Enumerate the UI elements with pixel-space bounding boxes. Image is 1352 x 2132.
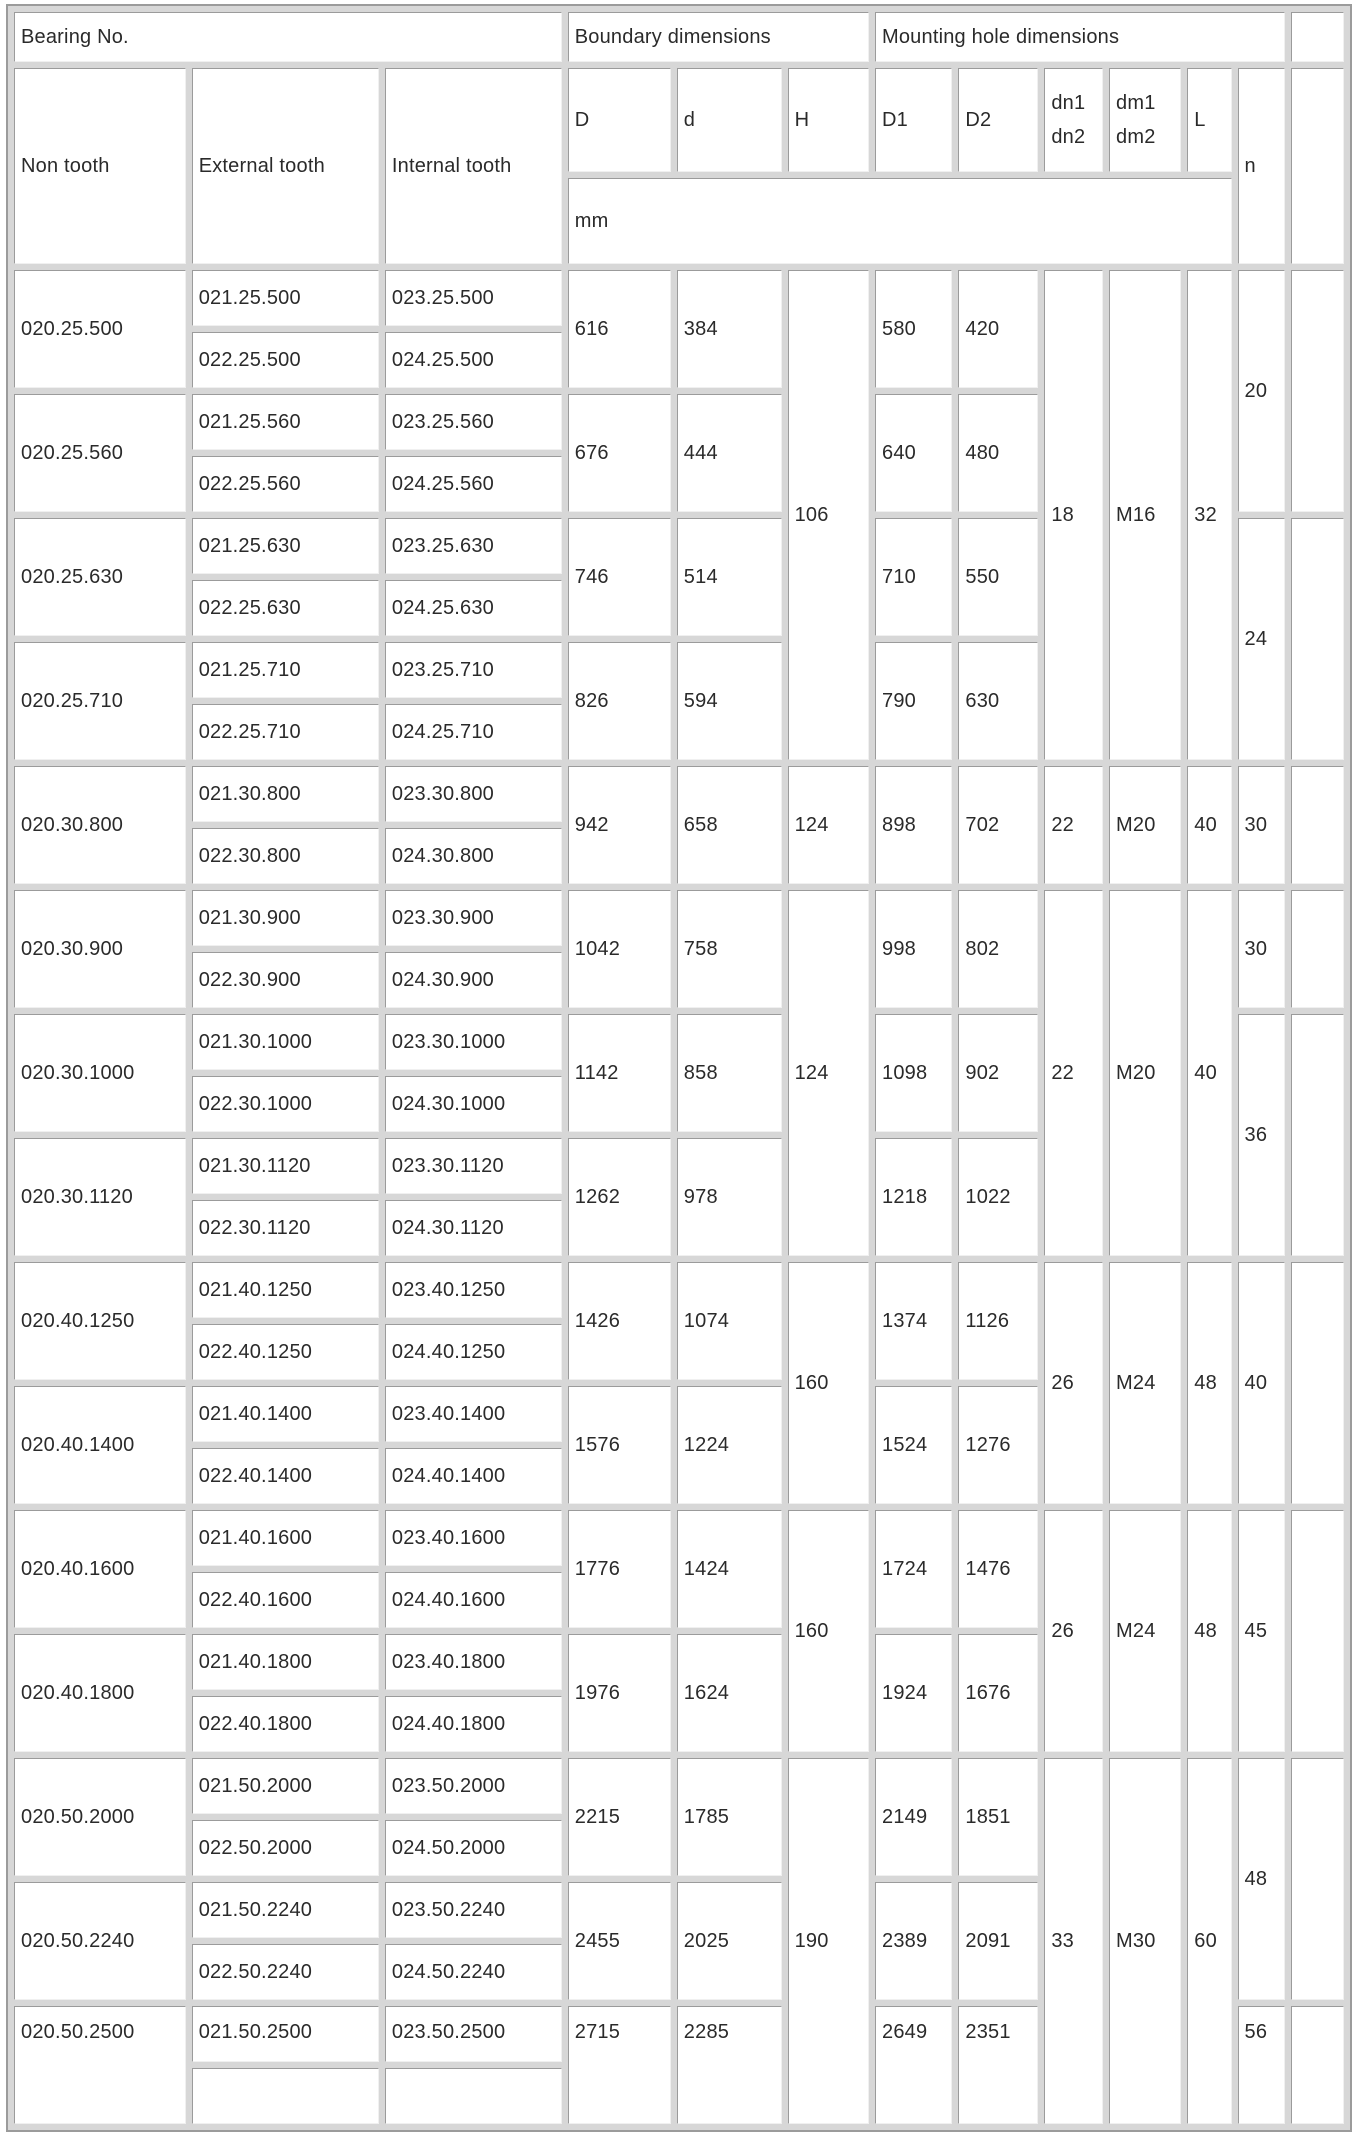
cell-internal-tooth: 023.30.1000: [385, 1014, 562, 1070]
cell-external-tooth: 021.30.1120: [192, 1138, 379, 1194]
cell-d: 594: [677, 642, 782, 760]
header-dn1-dn2: [1044, 68, 1103, 172]
cell-extra-cutoff: [1291, 1758, 1344, 2000]
cell-external-tooth: [192, 2068, 379, 2124]
cell-D1: 998: [875, 890, 952, 1008]
header-dm1-line: dm1: [1116, 92, 1156, 114]
cell-external-tooth: 021.30.900: [192, 890, 379, 946]
cell-dm: M20: [1109, 890, 1181, 1256]
cell-internal-tooth: 024.30.1120: [385, 1200, 562, 1256]
cell-D: 2455: [568, 1882, 671, 2000]
cell-D: 942: [568, 766, 671, 884]
cell-external-tooth: 022.50.2240: [192, 1944, 379, 2000]
cell-D: 1042: [568, 890, 671, 1008]
cell-dn: 18: [1044, 270, 1103, 760]
cell-dm: M20: [1109, 766, 1181, 884]
cell-L: 40: [1187, 766, 1231, 884]
cell-external-tooth: 022.30.1000: [192, 1076, 379, 1132]
cell-D: 1776: [568, 1510, 671, 1628]
cell-D2: 420: [958, 270, 1038, 388]
cell-internal-tooth: 023.30.1120: [385, 1138, 562, 1194]
cell-non-tooth: 020.40.1400: [14, 1386, 186, 1504]
cell-D: 1976: [568, 1634, 671, 1752]
cell-external-tooth: 021.30.800: [192, 766, 379, 822]
cell-non-tooth: 020.25.630: [14, 518, 186, 636]
cell-non-tooth: 020.25.560: [14, 394, 186, 512]
header-mounting-hole-dimensions: Mounting hole dimensions: [875, 12, 1285, 62]
cell-internal-tooth: 024.25.630: [385, 580, 562, 636]
cell-L: 48: [1187, 1262, 1231, 1504]
cell-H: 160: [788, 1262, 869, 1504]
cell-internal-tooth: 024.50.2000: [385, 1820, 562, 1876]
cell-H: 106: [788, 270, 869, 760]
cell-n: 30: [1238, 890, 1286, 1008]
cell-extra-cutoff: [1291, 766, 1344, 884]
cell-external-tooth: 021.40.1400: [192, 1386, 379, 1442]
cell-d: 1224: [677, 1386, 782, 1504]
cell-non-tooth: 020.30.1120: [14, 1138, 186, 1256]
cell-H: 190: [788, 1758, 869, 2124]
cell-L: 40: [1187, 890, 1231, 1256]
cell-dm: M24: [1109, 1510, 1181, 1752]
cell-d: 384: [677, 270, 782, 388]
cell-internal-tooth: 024.30.900: [385, 952, 562, 1008]
header-L: L: [1187, 68, 1231, 172]
cell-d: 1785: [677, 1758, 782, 1876]
header-external-tooth: External tooth: [192, 68, 379, 264]
cell-D2: 1022: [958, 1138, 1038, 1256]
cell-L: 32: [1187, 270, 1231, 760]
cell-D2: 1676: [958, 1634, 1038, 1752]
cell-d: 514: [677, 518, 782, 636]
cell-internal-tooth: 023.25.710: [385, 642, 562, 698]
cell-n: 24: [1238, 518, 1286, 760]
cell-n: 40: [1238, 1262, 1286, 1504]
header-extra-cutoff: [1291, 12, 1344, 62]
cell-external-tooth: 022.30.1120: [192, 1200, 379, 1256]
cell-external-tooth: 021.25.630: [192, 518, 379, 574]
cell-internal-tooth: [385, 2068, 562, 2124]
header-D: D: [568, 68, 671, 172]
cell-external-tooth: 021.40.1800: [192, 1634, 379, 1690]
cell-external-tooth: 022.40.1800: [192, 1696, 379, 1752]
cell-D2: 550: [958, 518, 1038, 636]
cell-non-tooth: 020.40.1800: [14, 1634, 186, 1752]
cell-D2: 1851: [958, 1758, 1038, 1876]
cell-H: 124: [788, 890, 869, 1256]
cell-internal-tooth: 023.50.2240: [385, 1882, 562, 1938]
cell-D2: 802: [958, 890, 1038, 1008]
cell-internal-tooth: 024.40.1400: [385, 1448, 562, 1504]
cell-external-tooth: 021.50.2500: [192, 2006, 379, 2062]
cell-internal-tooth: 024.40.1600: [385, 1572, 562, 1628]
cell-external-tooth: 022.30.800: [192, 828, 379, 884]
cell-external-tooth: 022.25.500: [192, 332, 379, 388]
cell-D1: 580: [875, 270, 952, 388]
cell-D: 1426: [568, 1262, 671, 1380]
cell-d: 2025: [677, 1882, 782, 2000]
cell-non-tooth: 020.50.2500: [14, 2006, 186, 2124]
cell-D1: 710: [875, 518, 952, 636]
cell-n: 30: [1238, 766, 1286, 884]
cell-external-tooth: 021.50.2000: [192, 1758, 379, 1814]
cell-external-tooth: 021.40.1600: [192, 1510, 379, 1566]
cell-D: 1262: [568, 1138, 671, 1256]
cell-extra-cutoff: [1291, 1510, 1344, 1752]
cell-D2: 2351: [958, 2006, 1038, 2124]
table-body: [14, 270, 1344, 2124]
header-non-tooth: Non tooth: [14, 68, 186, 264]
cell-d: 444: [677, 394, 782, 512]
cell-internal-tooth: 023.30.900: [385, 890, 562, 946]
cell-external-tooth: 021.25.560: [192, 394, 379, 450]
cell-dn: 22: [1044, 766, 1103, 884]
cell-extra-cutoff: [1291, 2006, 1344, 2124]
cell-D1: 1724: [875, 1510, 952, 1628]
cell-internal-tooth: 023.40.1400: [385, 1386, 562, 1442]
header-D2: D2: [958, 68, 1038, 172]
cell-non-tooth: 020.50.2240: [14, 1882, 186, 2000]
cell-external-tooth: 022.50.2000: [192, 1820, 379, 1876]
header-n: n: [1238, 68, 1286, 264]
cell-external-tooth: 022.25.710: [192, 704, 379, 760]
cell-external-tooth: 021.25.500: [192, 270, 379, 326]
header-dn1-line: dn1: [1051, 92, 1086, 114]
cell-internal-tooth: 024.25.500: [385, 332, 562, 388]
cell-D1: 1218: [875, 1138, 952, 1256]
cell-d: 1074: [677, 1262, 782, 1380]
header-dm1-dm2: [1109, 68, 1181, 172]
cell-internal-tooth: 023.50.2000: [385, 1758, 562, 1814]
cell-n: 45: [1238, 1510, 1286, 1752]
cell-d: 1424: [677, 1510, 782, 1628]
cell-D: 1142: [568, 1014, 671, 1132]
cell-d: 978: [677, 1138, 782, 1256]
cell-internal-tooth: 023.25.500: [385, 270, 562, 326]
cell-extra-cutoff: [1291, 518, 1344, 760]
cell-D1: 1374: [875, 1262, 952, 1380]
cell-L: 48: [1187, 1510, 1231, 1752]
header-H: H: [788, 68, 869, 172]
cell-dm: M30: [1109, 1758, 1181, 2124]
header-dm2-line: dm2: [1116, 126, 1156, 148]
cell-dn: 22: [1044, 890, 1103, 1256]
bearing-spec-table: [6, 4, 1352, 2132]
cell-external-tooth: 022.40.1250: [192, 1324, 379, 1380]
cell-D2: 2091: [958, 1882, 1038, 2000]
cell-d: 858: [677, 1014, 782, 1132]
cell-internal-tooth: 024.40.1800: [385, 1696, 562, 1752]
cell-D2: 480: [958, 394, 1038, 512]
cell-D2: 630: [958, 642, 1038, 760]
cell-H: 160: [788, 1510, 869, 1752]
cell-extra-cutoff: [1291, 1014, 1344, 1256]
cell-internal-tooth: 023.40.1600: [385, 1510, 562, 1566]
cell-internal-tooth: 023.40.1800: [385, 1634, 562, 1690]
header-unit-mm: mm: [568, 178, 1232, 264]
cell-internal-tooth: 023.25.560: [385, 394, 562, 450]
cell-external-tooth: 022.25.630: [192, 580, 379, 636]
header-bearing-no: Bearing No.: [14, 12, 562, 62]
cell-D2: 902: [958, 1014, 1038, 1132]
cell-internal-tooth: 024.40.1250: [385, 1324, 562, 1380]
header-d: d: [677, 68, 782, 172]
cell-d: 1624: [677, 1634, 782, 1752]
cell-D: 2215: [568, 1758, 671, 1876]
cell-extra-cutoff: [1291, 1262, 1344, 1504]
cell-D1: 898: [875, 766, 952, 884]
cell-D2: 1476: [958, 1510, 1038, 1628]
cell-D2: 702: [958, 766, 1038, 884]
cell-non-tooth: 020.30.1000: [14, 1014, 186, 1132]
cell-internal-tooth: 023.25.630: [385, 518, 562, 574]
cell-dn: 26: [1044, 1510, 1103, 1752]
cell-n: 36: [1238, 1014, 1286, 1256]
cell-D1: 1924: [875, 1634, 952, 1752]
cell-dn: 26: [1044, 1262, 1103, 1504]
cell-non-tooth: 020.50.2000: [14, 1758, 186, 1876]
cell-internal-tooth: 023.50.2500: [385, 2006, 562, 2062]
cell-external-tooth: 022.40.1400: [192, 1448, 379, 1504]
cell-D1: 2649: [875, 2006, 952, 2124]
cell-D: 1576: [568, 1386, 671, 1504]
cell-external-tooth: 021.30.1000: [192, 1014, 379, 1070]
cell-external-tooth: 022.40.1600: [192, 1572, 379, 1628]
cell-external-tooth: 021.40.1250: [192, 1262, 379, 1318]
cell-internal-tooth: 024.25.560: [385, 456, 562, 512]
cell-d: 2285: [677, 2006, 782, 2124]
cell-internal-tooth: 023.40.1250: [385, 1262, 562, 1318]
cell-D: 676: [568, 394, 671, 512]
cell-D1: 640: [875, 394, 952, 512]
cell-D1: 2149: [875, 1758, 952, 1876]
cell-internal-tooth: 024.30.800: [385, 828, 562, 884]
cell-internal-tooth: 024.25.710: [385, 704, 562, 760]
header-internal-tooth: Internal tooth: [385, 68, 562, 264]
cell-external-tooth: 022.25.560: [192, 456, 379, 512]
cell-L: 60: [1187, 1758, 1231, 2124]
header-boundary-dimensions: Boundary dimensions: [568, 12, 869, 62]
cell-non-tooth: 020.25.710: [14, 642, 186, 760]
cell-extra-cutoff: [1291, 270, 1344, 512]
cell-non-tooth: 020.30.800: [14, 766, 186, 884]
cell-non-tooth: 020.40.1250: [14, 1262, 186, 1380]
cell-non-tooth: 020.40.1600: [14, 1510, 186, 1628]
cell-non-tooth: 020.30.900: [14, 890, 186, 1008]
cell-n: 56: [1238, 2006, 1286, 2124]
cell-dm: M16: [1109, 270, 1181, 760]
cell-D1: 790: [875, 642, 952, 760]
cell-n: 48: [1238, 1758, 1286, 2000]
cell-D2: 1276: [958, 1386, 1038, 1504]
header-extra-cutoff-2: [1291, 68, 1344, 264]
cell-internal-tooth: 023.30.800: [385, 766, 562, 822]
cell-D2: 1126: [958, 1262, 1038, 1380]
cell-d: 758: [677, 890, 782, 1008]
cell-n: 20: [1238, 270, 1286, 512]
cell-internal-tooth: 024.30.1000: [385, 1076, 562, 1132]
cell-d: 658: [677, 766, 782, 884]
cell-internal-tooth: 024.50.2240: [385, 1944, 562, 2000]
cell-D: 826: [568, 642, 671, 760]
cell-D: 2715: [568, 2006, 671, 2124]
cell-external-tooth: 021.50.2240: [192, 1882, 379, 1938]
cell-D1: 2389: [875, 1882, 952, 2000]
cell-non-tooth: 020.25.500: [14, 270, 186, 388]
cell-D1: 1098: [875, 1014, 952, 1132]
cell-D: 616: [568, 270, 671, 388]
cell-D: 746: [568, 518, 671, 636]
cell-extra-cutoff: [1291, 890, 1344, 1008]
cell-D1: 1524: [875, 1386, 952, 1504]
header-D1: D1: [875, 68, 952, 172]
header-dn2-line: dn2: [1051, 126, 1086, 148]
cell-dn: 33: [1044, 1758, 1103, 2124]
cell-H: 124: [788, 766, 869, 884]
cell-external-tooth: 022.30.900: [192, 952, 379, 1008]
cell-dm: M24: [1109, 1262, 1181, 1504]
cell-external-tooth: 021.25.710: [192, 642, 379, 698]
